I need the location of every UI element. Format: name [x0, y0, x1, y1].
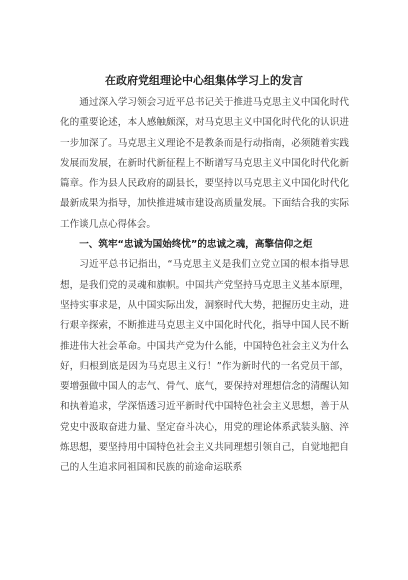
intro-paragraph: 通过深入学习领会习近平总书记关于推进马克思主义中国化时代化的重要论述，本人感触颇深，对马克思主义中国化时代化的认识进一步加深了。马克思主义理论不是教条而是行动指南，必须随着实践发展而发展，在新时代新征程上不断谱写马克思主义中国化时代化新篇章。作为县人民政府的副县长，要坚持以马克思主义中国化时代化最新成果为指导，加快推进城市建设高质量发展。下面结合我的实际工作谈几点心得体会。: [60, 97, 349, 230]
section-1-paragraph: 习近平总书记指出，“马克思主义是我们立党立国的根本指导思想，是我们党的灵魂和旗帜。中国共产党坚持马克思主义基本原理，坚持实事求是，从中国实际出发，洞察时代大势，把握历史主动，进行艰辛探索，不断推进马克思主义中国化时代化，指导中国人民不断推进伟大社会革命。中国共产党为什么能，中国特色社会主义为什么好，归根到底是因为马克思主义行！”作为新时代的一名党员干部，要增强做中国人的志气、骨气、底气，要保持对理想信念的清醒认知和执着追求，学深悟透习近平新时代中国特色社会主义思想，善于从党史中汲取奋进力量、坚定奋斗决心，用党的理论体系武装头脑、淬炼思想，要坚持用中国特色社会主义共同理想引领自己，自觉地把自己的人生追求同祖国和民族的前途命运联系: [60, 259, 349, 474]
document-body: [60, 93, 349, 479]
section-heading-1: 一、筑牢“忠诚为国始终忧”的忠诚之魂，高擎信仰之炬: [79, 239, 313, 251]
document-title: 在政府党组理论中心组集体学习上的发言: [105, 74, 303, 87]
